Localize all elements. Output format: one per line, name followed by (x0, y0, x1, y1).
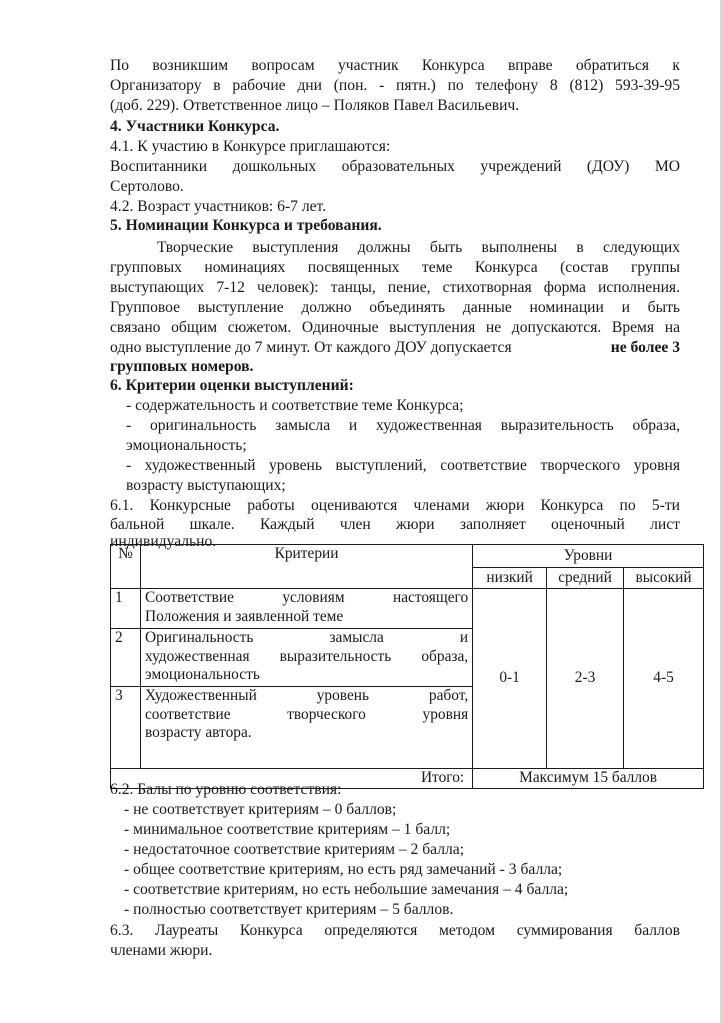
score-item: - минимальное соответствие критериям – 1 балл; (124, 821, 451, 838)
score-item: - соответствие критериям, но есть небольшие замечания – 4 балла; (124, 881, 569, 898)
score-low: 0-1 (473, 589, 547, 769)
section-4-1-text-a: Воспитанники дошкольных образовательных учреждений (ДОУ) МО (110, 158, 680, 175)
table-header-row (111, 545, 704, 568)
row-criterion (140, 589, 472, 629)
score-item: - общее соответствие критериям, но есть ряд замечаний - 3 балла; (124, 861, 563, 878)
score-mid: 2-3 (547, 589, 624, 769)
section-5-line-6-bold: не более 3 (610, 339, 680, 356)
row-criterion (140, 629, 472, 687)
section-6-1-line-1: 6.1. Конкурсные работы оцениваются членами жюри Конкурса по 5-ти (110, 497, 680, 514)
row-number: 2 (111, 629, 141, 687)
criteria-bullet-3b: возрасту выступающих; (126, 477, 286, 494)
header-levels: Уровни (473, 545, 704, 568)
criteria-table (110, 544, 704, 789)
contact-line-3: (доб. 229). Ответственное лицо – Поляков Павел Васильевич. (110, 97, 520, 114)
score-item: - полностью соответствует критериям – 5 баллов. (124, 901, 454, 918)
section-5-line-4: Групповое выступление должно объединять данные номинации и быть (110, 299, 680, 316)
header-level-mid: средний (547, 568, 624, 589)
score-item: - не соответствует критериям – 0 баллов; (124, 801, 397, 818)
criteria-bullet-2b: эмоциональность; (126, 437, 247, 454)
header-criteria: Критерии (140, 545, 472, 589)
section-6-1-line-3: индивидуально. (110, 533, 217, 550)
contact-line-2: Организатору в рабочие дни (пон. - пятн.) по телефону 8 (812) 593-39-95 (110, 77, 680, 94)
row-criterion-line: Художественный уровень работ, (144, 687, 469, 704)
row-criterion-line: Оригинальность замысла и (144, 629, 469, 646)
row-criterion-line: Соответствие условиям настоящего (144, 589, 469, 606)
criteria-bullet-2a: - оригинальность замысла и художественная выразительность образа, (126, 417, 680, 434)
row-criterion-line: возрасту автора. (144, 724, 252, 741)
row-criterion (140, 687, 472, 769)
row-criterion-line: эмоциональность (144, 666, 260, 683)
section-5-line-3: выступающих 7-12 человек): танцы, пение, стихотворная форма исполнения. (110, 279, 680, 296)
section-4-1: 4.1. К участию в Конкурсе приглашаются: (110, 138, 391, 155)
total-label: Итого: (111, 769, 473, 789)
criteria-bullet-1: - содержательность и соответствие теме Конкурса; (126, 397, 464, 414)
section-5-heading: 5. Номинации Конкурса и требования. (110, 217, 382, 234)
contact-line-1: По возникшим вопросам участник Конкурса вправе обратиться к (110, 57, 680, 74)
table-row (111, 589, 704, 629)
criteria-bullet-3a: - художественный уровень выступлений, соответствие творческого уровня (126, 457, 680, 474)
section-6-2-heading: 6.2. Балы по уровню соответствия: (110, 781, 342, 798)
section-6-3-line-2: членами жюри. (110, 942, 213, 959)
row-number: 3 (111, 687, 141, 769)
row-number: 1 (111, 589, 141, 629)
row-criterion-line: соответствие творческого уровня (144, 705, 469, 723)
score-item: - недостаточное соответствие критериям – 2 балла; (124, 841, 465, 858)
row-criterion-line: художественная выразительность образа, (144, 647, 469, 665)
header-level-low: низкий (473, 568, 547, 589)
section-5-line-6 (110, 338, 680, 358)
header-number: № (111, 545, 141, 589)
section-5-line-7: групповых номеров. (110, 358, 254, 375)
total-value: Максимум 15 баллов (473, 769, 704, 789)
section-6-1-line-2: бальной шкале. Каждый член жюри заполняет оценочный лист (110, 516, 680, 533)
section-5-line-1: Творческие выступления должны быть выполнены в следующих (157, 239, 680, 256)
section-5-line-6-text: одно выступление до 7 минут. От каждого ДОУ допускается (110, 339, 512, 356)
section-4-heading: 4. Участники Конкурса. (110, 118, 280, 135)
section-5-line-2: групповых номинациях посвященных теме Конкурса (состав группы (110, 259, 680, 276)
section-5-line-5: связано общим сюжетом. Одиночные выступления не допускаются. Время на (110, 319, 680, 336)
header-level-high: высокий (624, 568, 704, 589)
section-6-3-line-1: 6.3. Лауреаты Конкурса определяются методом суммирования баллов (110, 922, 680, 939)
section-6-heading: 6. Критерии оценки выступлений: (110, 377, 354, 394)
score-high: 4-5 (624, 589, 704, 769)
row-criterion-line: Положения и заявленной теме (144, 607, 344, 625)
section-4-2: 4.2. Возраст участников: 6-7 лет. (110, 198, 327, 215)
section-4-1-text-b: Сертолово. (110, 178, 184, 195)
